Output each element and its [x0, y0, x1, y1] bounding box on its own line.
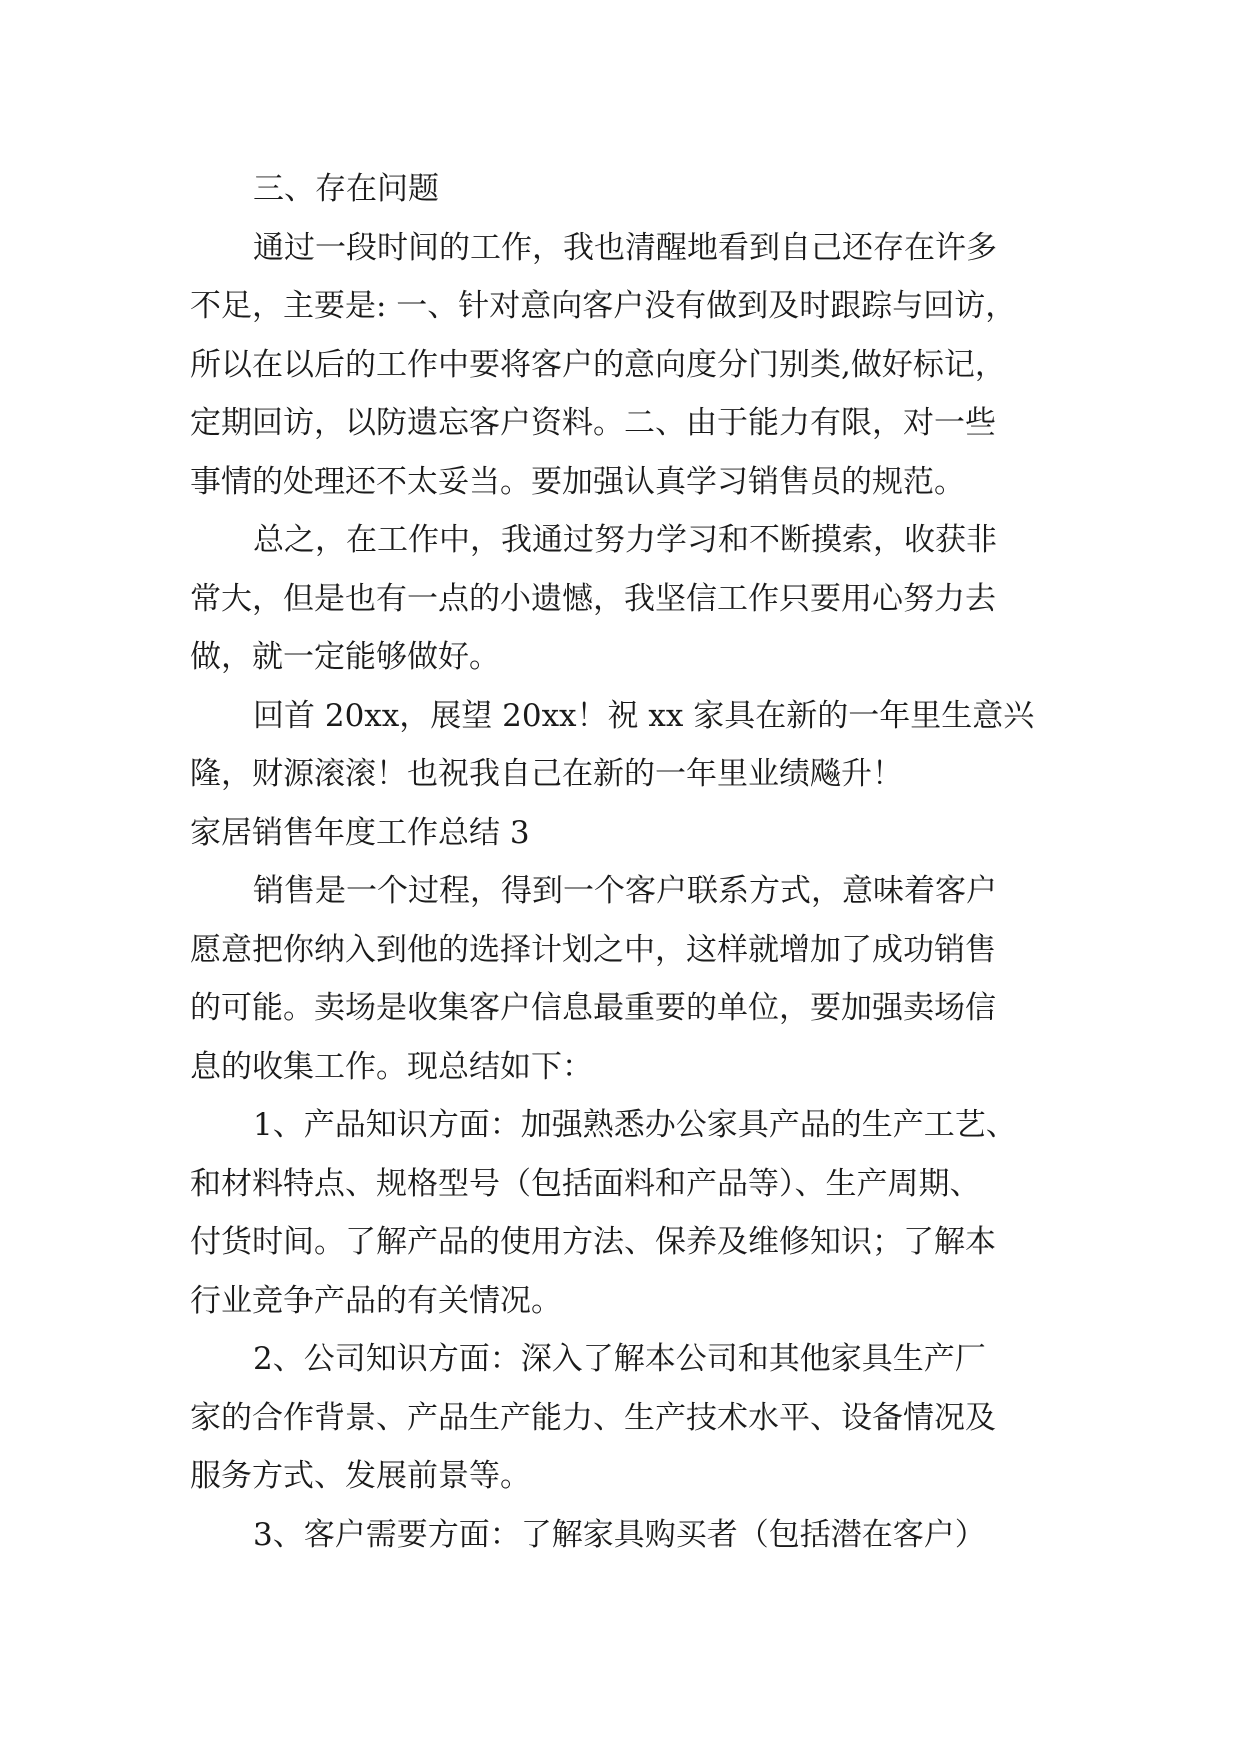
text-line: 通过一段时间的工作，我也清醒地看到自己还存在许多: [253, 229, 997, 266]
text-line: 的可能。卖场是收集客户信息最重要的单位，要加强卖场信: [190, 990, 996, 1026]
list-item-line: 3、客户需要方面：了解家具购买者（包括潜在客户）: [253, 1516, 986, 1553]
text-line: 定期回访，以防遗忘客户资料。二、由于能力有限，对一些: [190, 405, 996, 441]
text-line: 所以在以后的工作中要将客户的意向度分门别类,做好标记，: [190, 346, 1006, 383]
text-line: 销售是一个过程，得到一个客户联系方式，意味着客户: [253, 873, 997, 909]
text-line: 总之，在工作中，我通过努力学习和不断摸索，收获非: [253, 522, 997, 558]
text-line: 愿意把你纳入到他的选择计划之中，这样就增加了成功销售: [190, 931, 996, 968]
text-line: 息的收集工作。现总结如下：: [190, 1048, 593, 1085]
text-line: 和材料特点、规格型号（包括面料和产品等）、生产周期、: [190, 1165, 981, 1202]
text-line: 回首 20xx，展望 20xx！祝 xx 家具在新的一年里生意兴: [253, 697, 1035, 734]
text-line: 事情的处理还不太妥当。要加强认真学习销售员的规范。: [190, 463, 965, 500]
list-item-line: 1、产品知识方面：加强熟悉办公家具产品的生产工艺、: [253, 1107, 1017, 1143]
text-line: 服务方式、发展前景等。: [190, 1458, 531, 1494]
text-line: 不足，主要是: 一、针对意向客户没有做到及时跟踪与回访，: [190, 288, 1017, 324]
document-title: 家居销售年度工作总结 3: [190, 814, 530, 851]
text-line: 家的合作背景、产品生产能力、生产技术水平、设备情况及: [190, 1399, 996, 1436]
text-line: 做，就一定能够做好。: [190, 639, 500, 675]
text-line: 隆，财源滚滚！也祝我自己在新的一年里业绩飚升！: [190, 756, 903, 792]
document-body: [190, 160, 1070, 1564]
text-line: 付货时间。了解产品的使用方法、保养及维修知识；了解本: [190, 1224, 996, 1260]
list-item-line: 2、公司知识方面：深入了解本公司和其他家具生产厂: [253, 1341, 986, 1377]
section-heading: 三、存在问题: [253, 171, 439, 207]
text-line: 行业竞争产品的有关情况。: [190, 1282, 562, 1319]
text-line: 常大，但是也有一点的小遗憾，我坚信工作只要用心努力去: [190, 580, 996, 617]
